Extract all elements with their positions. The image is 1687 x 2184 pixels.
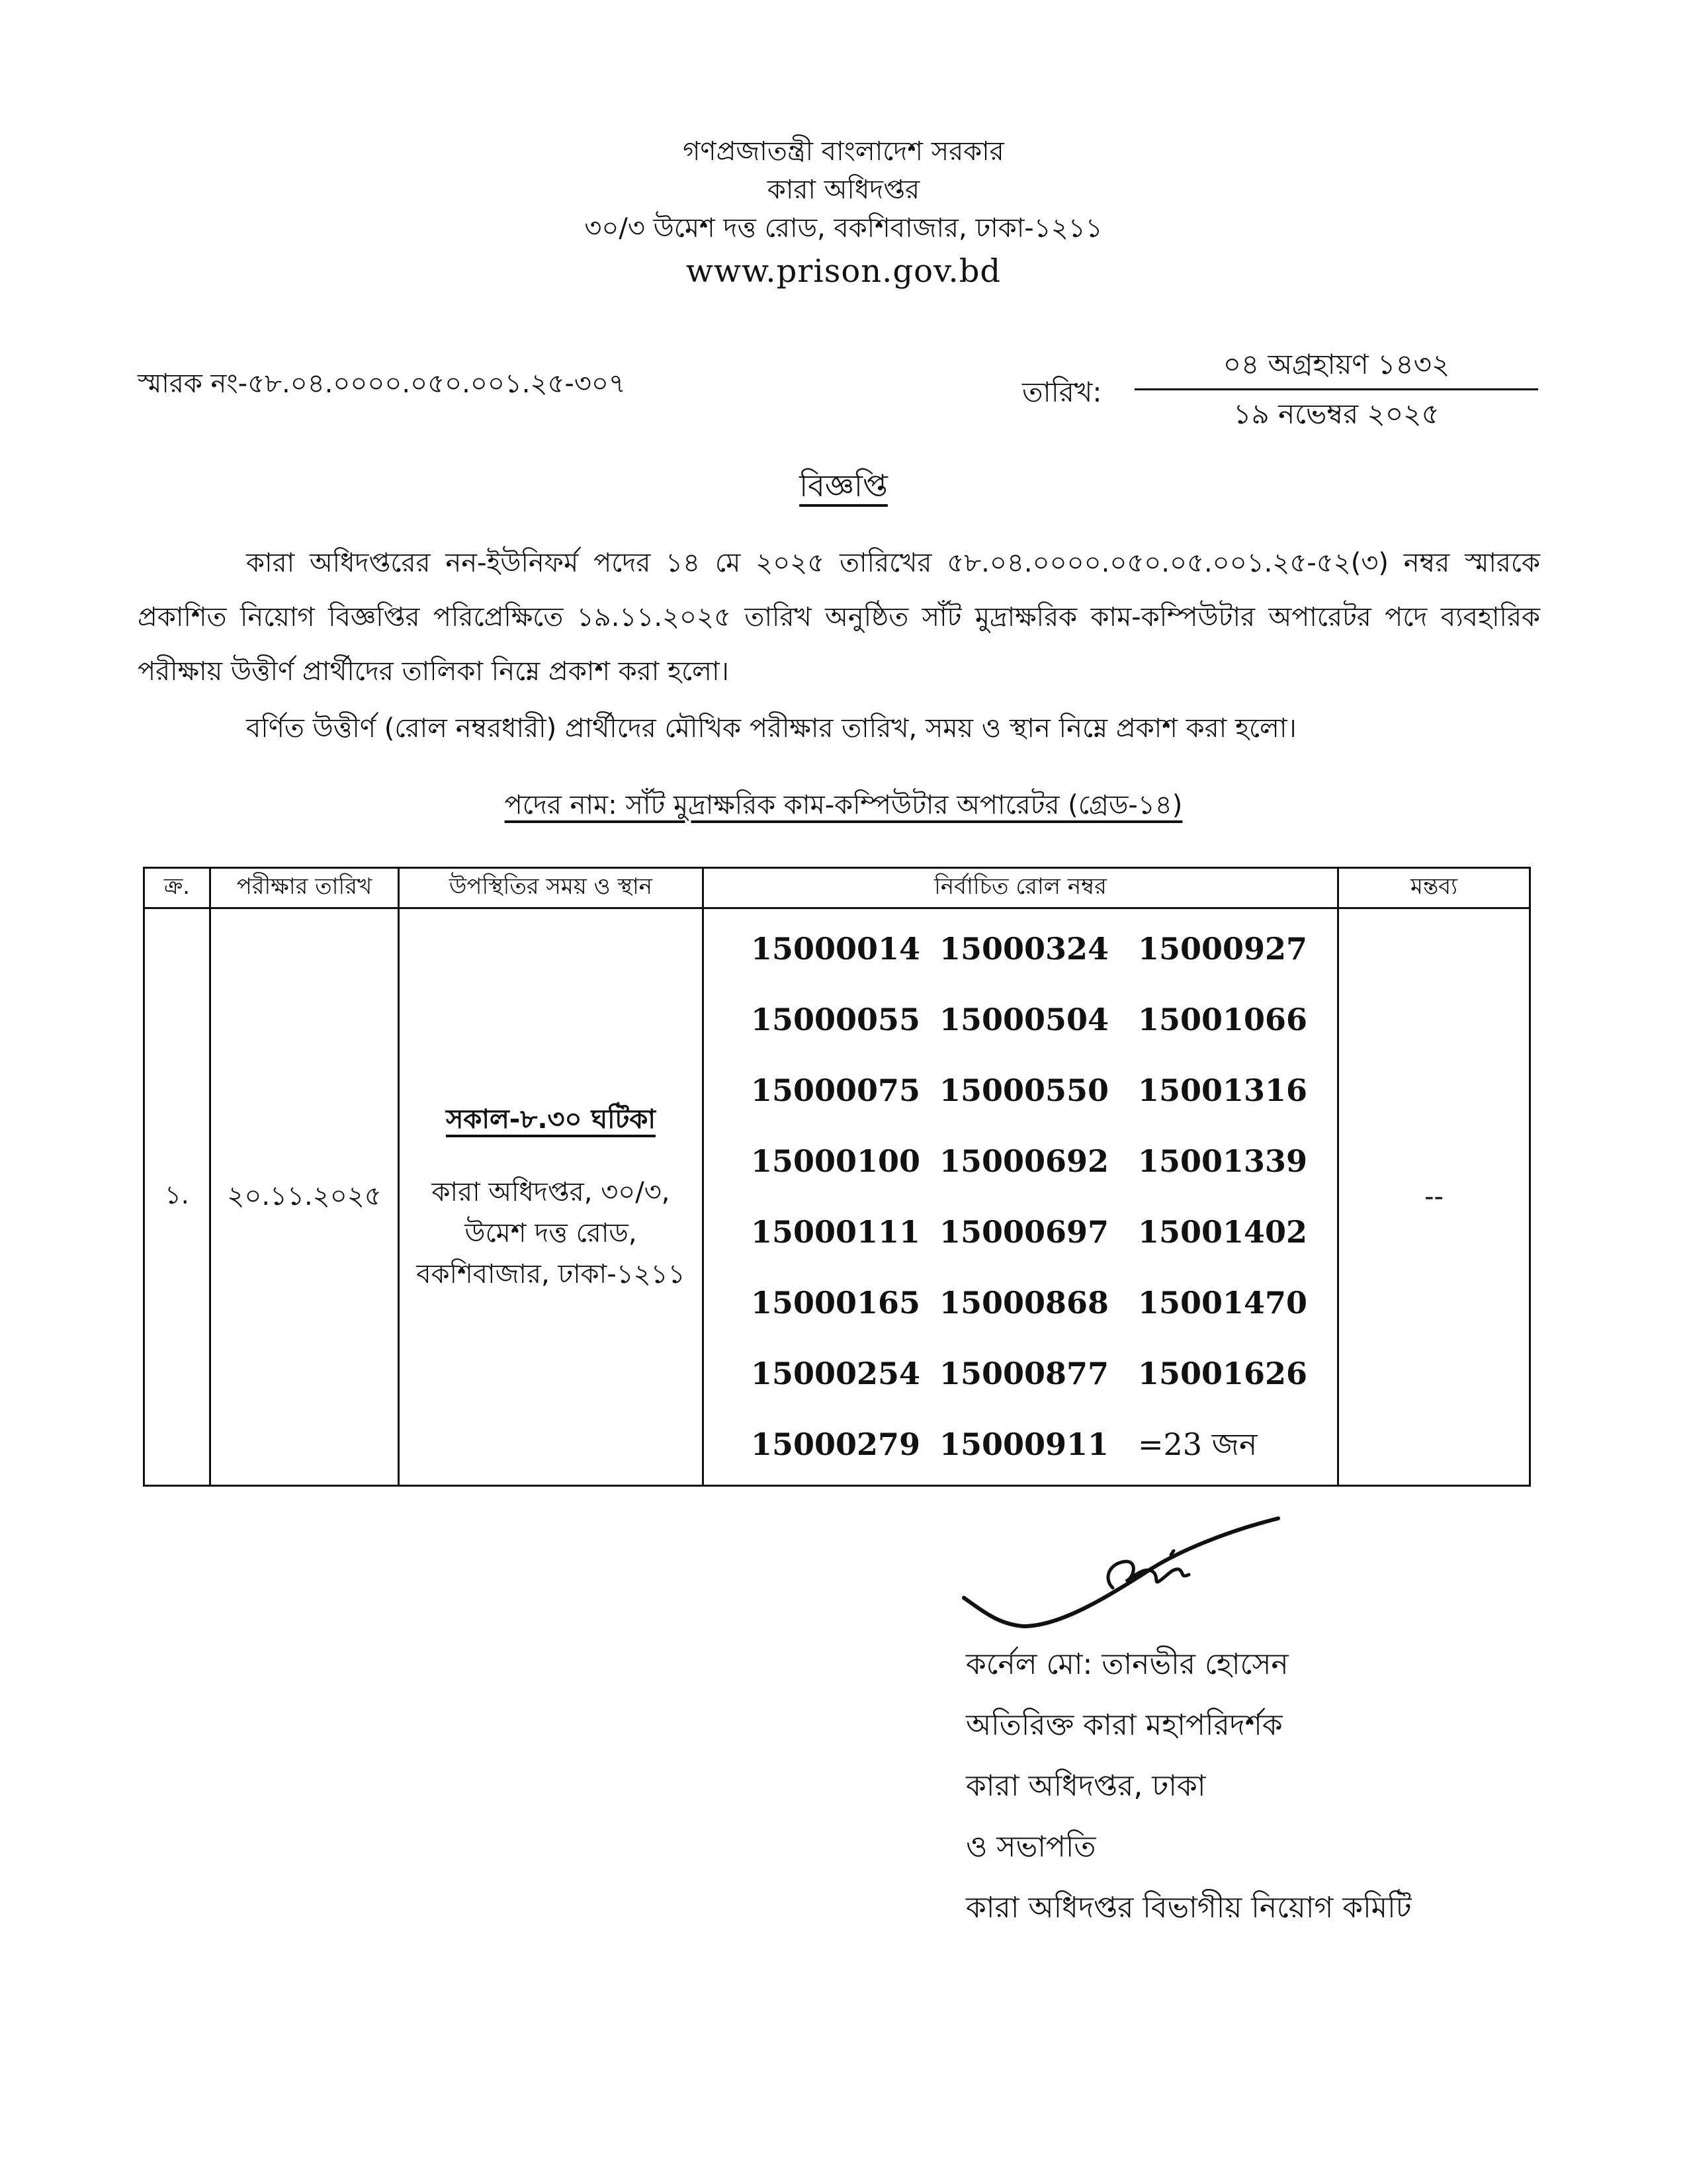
row-remarks: --	[1338, 908, 1530, 1486]
roll-number: 15000868	[939, 1285, 1109, 1321]
roll-number: 15000504	[939, 1002, 1109, 1037]
roll-number: 15000100	[751, 1143, 921, 1179]
roll-number-grid	[704, 914, 1337, 1480]
date-bangla: ০৪ অগ্রহায়ণ ১৪৩২	[1135, 341, 1538, 390]
roll-number: 15000165	[751, 1285, 921, 1321]
roll-total-count: =23 জন	[1138, 1426, 1258, 1462]
table-row	[144, 908, 1530, 1486]
signatory-name: কর্নেল মো: তানভীর হোসেন	[966, 1647, 1289, 1681]
notice-paragraph-1: কারা অধিদপ্তরের নন-ইউনিফর্ম পদের ১৪ মে ২০২৫ তারিখের ৫৮.০৪.০০০০.০৫০.০৫.০০১.২৫-৫২(৩) নম্বর স্মারকে প্রকাশিত নিয়োগ বিজ্ঞপ্তির পরিপ্রেক্ষিতে ১৯.১১.২০২৫ তারিখ অনুষ্ঠিত সাঁট মুদ্রাক্ষরিক কাম-কম্পিউটার অপারেটর পদে ব্যবহারিক পরীক্ষায় উত্তীর্ণ প্রার্থীদের তালিকা নিম্নে প্রকাশ করা হলো।	[138, 548, 1540, 687]
date-label: তারিখ:	[1022, 376, 1102, 408]
header-remarks: মন্তব্য	[1338, 868, 1530, 908]
header-time-place: উপস্থিতির সময় ও স্থান	[399, 868, 703, 908]
row-serial: ১.	[144, 908, 210, 1486]
post-title-text: পদের নাম: সাঁট মুদ্রাক্ষরিক কাম-কম্পিউটার অপারেটর (গ্রেড-১৪)	[504, 790, 1183, 820]
roll-number: 15001626	[1138, 1356, 1308, 1391]
roll-number: 15000692	[939, 1143, 1109, 1179]
header-serial: ক্র.	[144, 868, 210, 908]
roll-number: 15000911	[939, 1426, 1109, 1462]
row-rolls-cell	[703, 908, 1338, 1486]
roll-number: 15001339	[1138, 1143, 1308, 1179]
roll-number: 15001066	[1138, 1002, 1308, 1037]
row-time-place	[399, 908, 703, 1486]
signatory-designation: অতিরিক্ত কারা মহাপরিদর্শক	[966, 1708, 1283, 1742]
table-header-row	[144, 868, 1530, 908]
government-name: গণপ্রজাতন্ত্রী বাংলাদেশ সরকার	[683, 136, 1004, 167]
signature	[961, 1515, 1305, 1654]
office-address: ৩০/৩ উমেশ দত্ত রোড, বকশিবাজার, ঢাকা-১২১১	[584, 213, 1103, 243]
roll-number: 15000550	[939, 1072, 1109, 1108]
roll-number: 15000877	[939, 1356, 1109, 1391]
roll-number: 15001402	[1138, 1214, 1308, 1250]
notice-title-text: বিজ্ঞপ্তি	[799, 468, 888, 503]
result-table	[143, 867, 1531, 1487]
memo-number: স্মারক নং-৫৮.০৪.০০০০.০৫০.০০১.২৫-৩০৭	[138, 369, 626, 399]
post-title	[0, 784, 1687, 828]
roll-number: 15000014	[751, 931, 921, 967]
roll-number: 15001316	[1138, 1072, 1308, 1108]
roll-number: 15000111	[751, 1214, 921, 1250]
row-place: কারা অধিদপ্তর, ৩০/৩, উমেশ দত্ত রোড, বকশিবাজার, ঢাকা-১২১১	[416, 1177, 685, 1289]
row-exam-date: ২০.১১.২০২৫	[210, 908, 399, 1486]
header-exam-date: পরীক্ষার তারিখ	[210, 868, 399, 908]
roll-number: 15000697	[939, 1214, 1109, 1250]
signatory-block	[966, 1634, 1412, 1939]
signatory-role: ও সভাপতি	[966, 1830, 1096, 1864]
roll-number: 15001470	[1138, 1285, 1308, 1321]
letterhead	[0, 132, 1687, 295]
signatory-office: কারা অধিদপ্তর, ঢাকা	[966, 1769, 1206, 1803]
notice-title	[0, 463, 1687, 513]
roll-number: 15000279	[751, 1426, 921, 1462]
roll-number: 15000254	[751, 1356, 921, 1391]
roll-number: 15000075	[751, 1072, 921, 1108]
date-block	[1135, 341, 1538, 438]
signatory-committee: কারা অধিদপ্তর বিভাগীয় নিয়োগ কমিটি	[966, 1891, 1412, 1925]
roll-number: 15000927	[1138, 931, 1308, 967]
website-link[interactable]: www.prison.gov.bd	[685, 253, 1002, 290]
date-gregorian: ১৯ নভেম্বর ২০২৫	[1233, 398, 1440, 430]
roll-number: 15000324	[939, 931, 1109, 967]
department-name: কারা অধিদপ্তর	[767, 175, 920, 205]
notice-paragraph-2: বর্ণিত উত্তীর্ণ (রোল নম্বরধারী) প্রার্থীদের মৌখিক পরীক্ষার তারিখ, সময় ও স্থান নিম্নে প্রকাশ করা হলো।	[246, 713, 1297, 744]
roll-number: 15000055	[751, 1002, 921, 1037]
row-time: সকাল-৮.৩০ ঘটিকা	[445, 1104, 656, 1135]
header-rolls: নির্বাচিত রোল নম্বর	[703, 868, 1338, 908]
